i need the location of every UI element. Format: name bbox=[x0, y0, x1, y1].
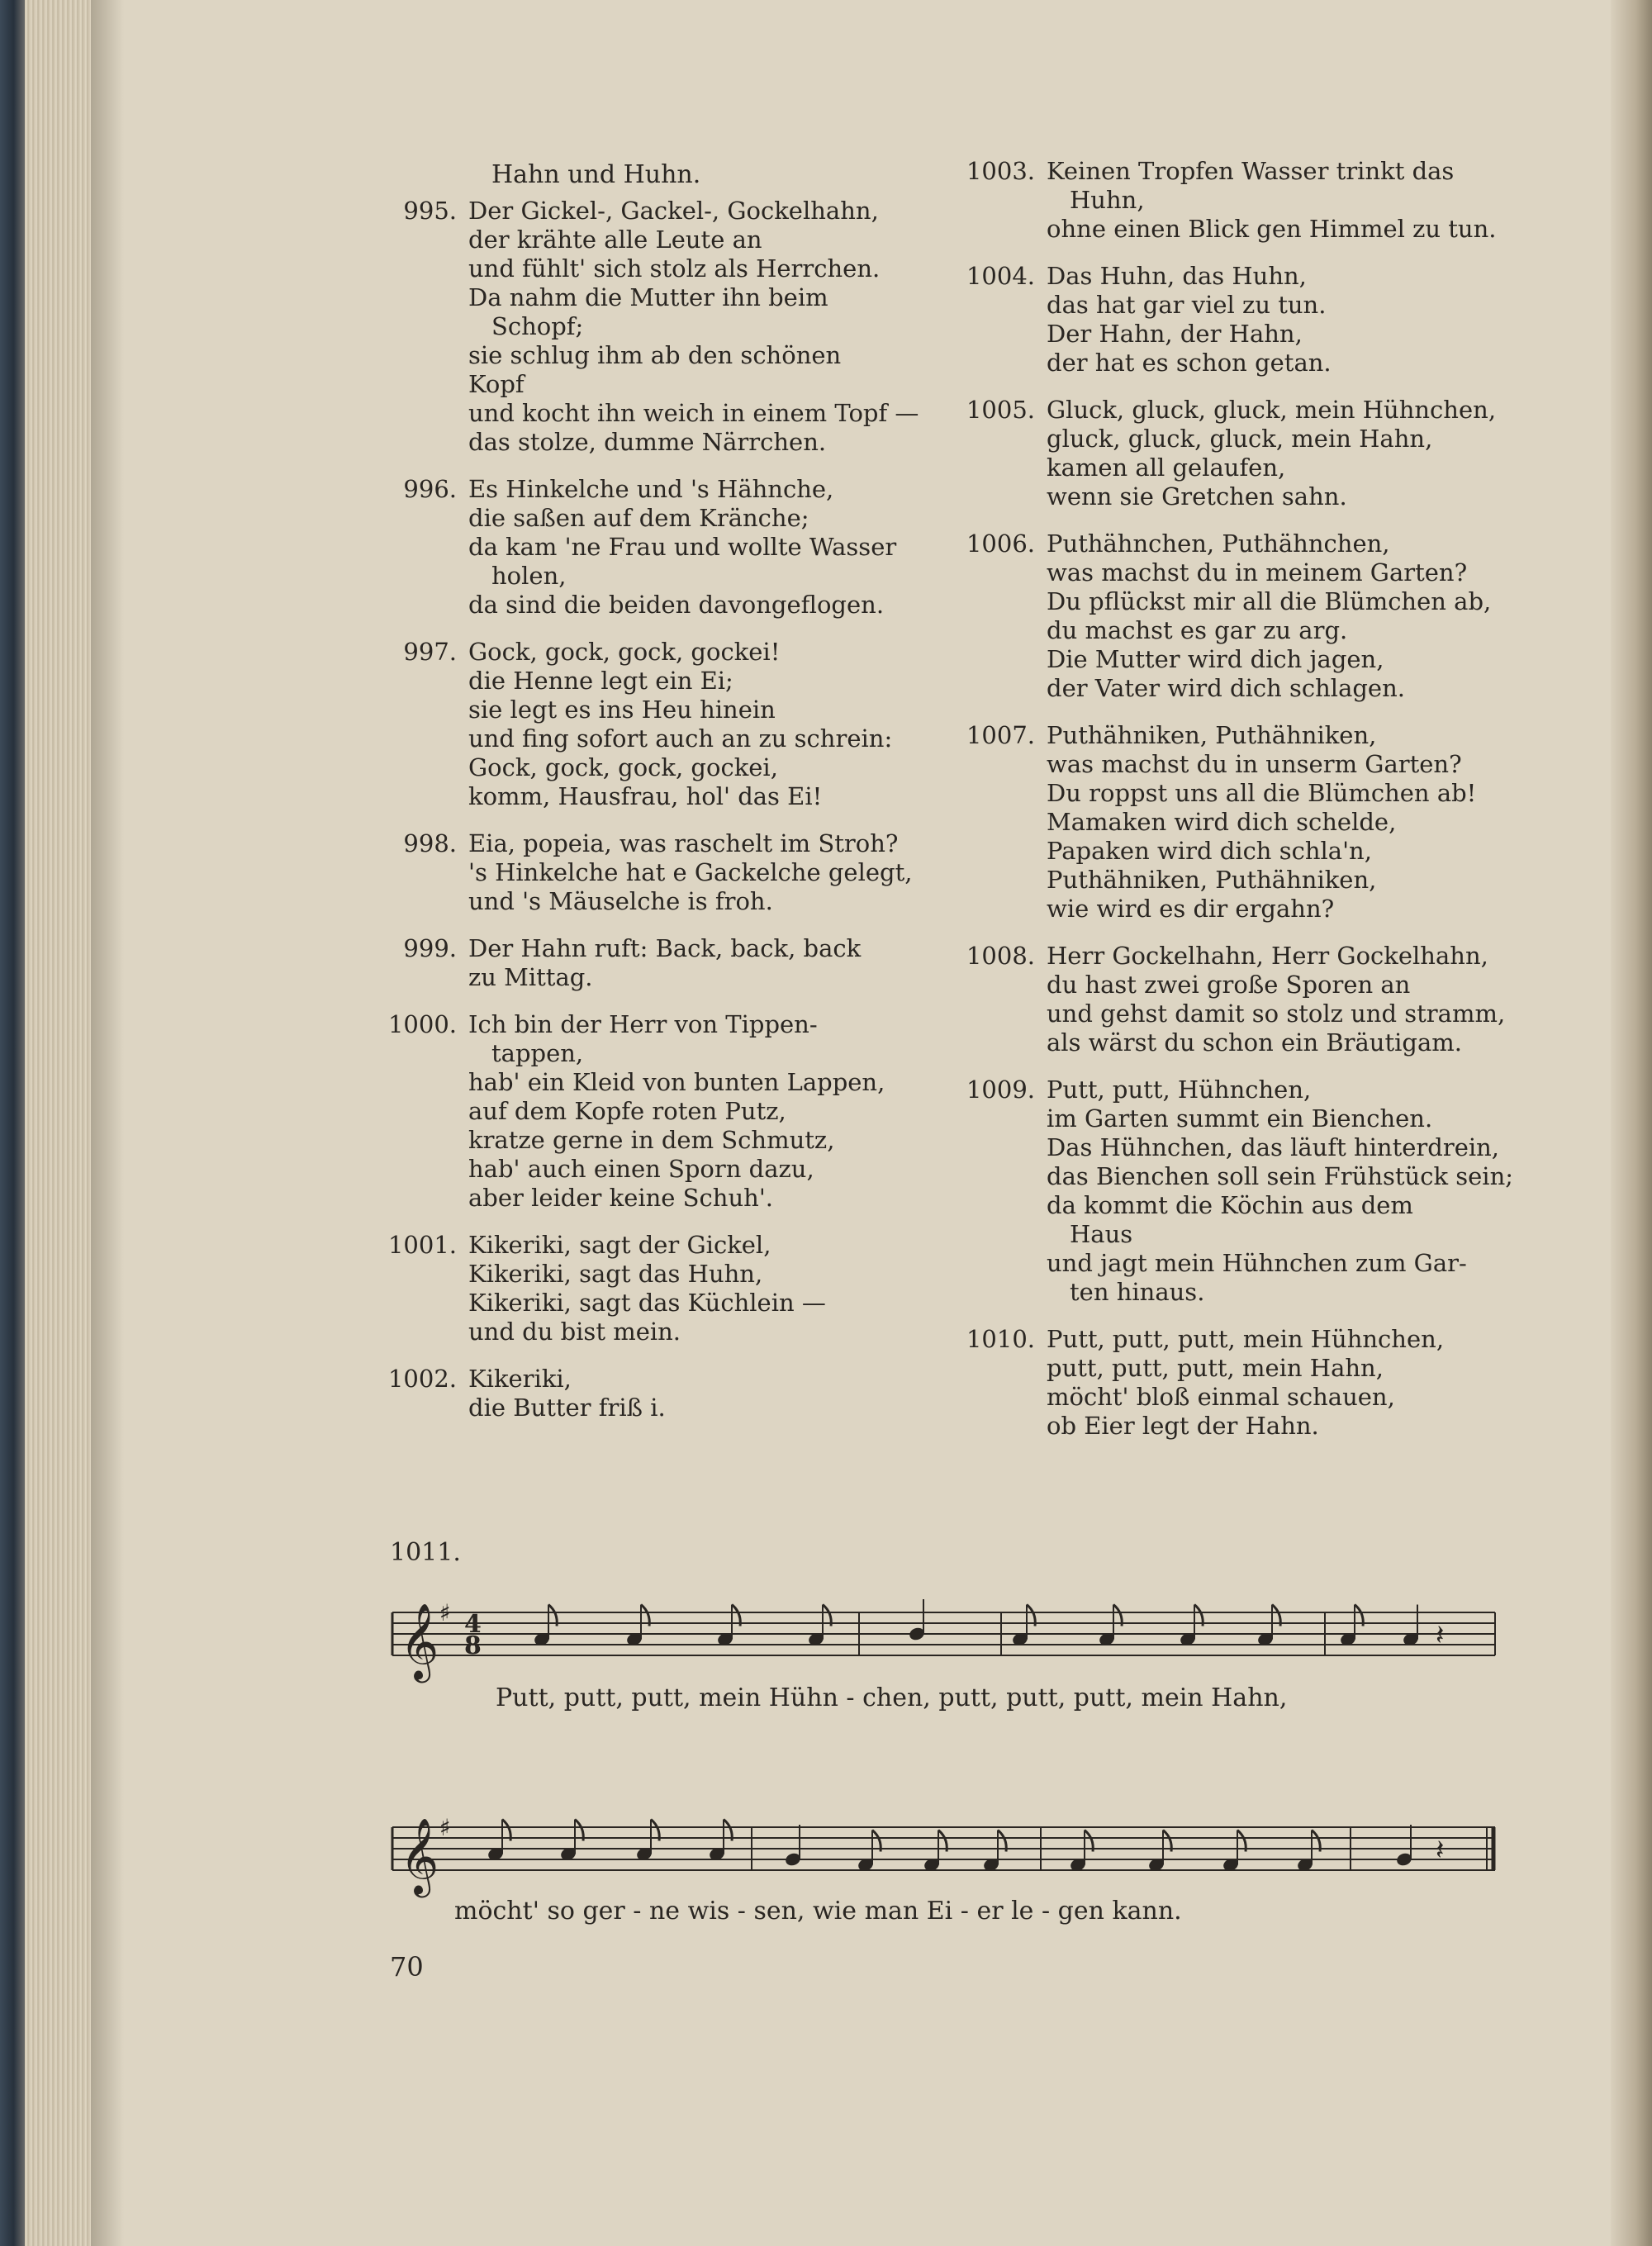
verse-line: putt, putt, putt, mein Hahn, bbox=[1047, 1354, 1384, 1382]
verse-line: holen, bbox=[491, 562, 567, 590]
verse-lines bbox=[1047, 157, 1507, 244]
verse-line: hab' auch einen Sporn dazu, bbox=[468, 1155, 814, 1183]
verse-line: Herr Gockelhahn, Herr Gockelhahn, bbox=[1047, 942, 1488, 970]
verse-lines bbox=[468, 1365, 1012, 1422]
verse-line: Gock, gock, gock, gockei, bbox=[468, 753, 778, 781]
verse-line: Du pflückst mir all die Blümchen ab, bbox=[1047, 587, 1492, 615]
verse bbox=[962, 157, 1507, 244]
verse-line: Eia, popeia, was raschelt im Stroh? bbox=[468, 829, 899, 857]
verse-line: und kocht ihn weich in einem Topf — bbox=[468, 399, 919, 427]
verse-line: Kopf bbox=[468, 370, 525, 398]
verse-line: Die Mutter wird dich jagen, bbox=[1047, 645, 1384, 673]
verse bbox=[962, 942, 1507, 1057]
verse-line: als wärst du schon ein Bräutigam. bbox=[1047, 1028, 1462, 1057]
right-column bbox=[962, 157, 1514, 1459]
verse-line: zu Mittag. bbox=[468, 963, 593, 991]
verse-number: 1008. bbox=[966, 942, 1035, 970]
book-binding bbox=[0, 0, 25, 2246]
verse-line: du hast zwei große Sporen an bbox=[1047, 971, 1411, 999]
verse bbox=[962, 1076, 1514, 1307]
verse-line: Es Hinkelche und 's Hähnche, bbox=[468, 475, 834, 503]
verse bbox=[962, 262, 1507, 377]
verse-line: möcht' bloß einmal schauen, bbox=[1047, 1383, 1395, 1411]
verse bbox=[384, 638, 1012, 811]
verse bbox=[384, 1010, 1012, 1213]
verse-line: und 's Mäuselche is froh. bbox=[468, 887, 773, 915]
verse-number: 1004. bbox=[966, 262, 1035, 290]
verse-line: Schopf; bbox=[491, 312, 584, 340]
staff-1-notation bbox=[388, 1594, 1499, 1693]
verse-line: Der Gickel-, Gackel-, Gockelhahn, bbox=[468, 197, 879, 225]
verse-line: Du roppst uns all die Blümchen ab! bbox=[1047, 779, 1477, 807]
verse-line: da sind die beiden davongeflogen. bbox=[468, 591, 885, 619]
verse-line: hab' ein Kleid von bunten Lappen, bbox=[468, 1068, 885, 1096]
song-number: 1011. bbox=[390, 1538, 461, 1567]
key-signature-sharp: ♯ bbox=[439, 1599, 451, 1626]
verse-line: Der Hahn ruft: Back, back, back bbox=[468, 934, 862, 962]
verse-line: und gehst damit so stolz und stramm, bbox=[1047, 1000, 1506, 1028]
verse bbox=[384, 475, 1012, 620]
verse-line: und du bist mein. bbox=[468, 1318, 681, 1346]
verse-line: Kikeriki, sagt das Huhn, bbox=[468, 1260, 763, 1288]
verse-lines bbox=[468, 829, 1012, 916]
verse-line: gluck, gluck, gluck, mein Hahn, bbox=[1047, 425, 1433, 453]
verse-lines bbox=[1047, 1076, 1513, 1307]
verse-line: Papaken wird dich schla'n, bbox=[1047, 837, 1372, 865]
verse-lines bbox=[468, 475, 1012, 620]
verse-line: der krähte alle Leute an bbox=[468, 226, 762, 254]
verse-line: tappen, bbox=[491, 1039, 584, 1067]
verse-line: Keinen Tropfen Wasser trinkt das bbox=[1047, 157, 1455, 185]
verse bbox=[384, 934, 1012, 992]
verse-lines bbox=[468, 1231, 1012, 1346]
verse-line: 's Hinkelche hat e Gackelche gelegt, bbox=[468, 858, 913, 886]
verse-number: 1007. bbox=[966, 721, 1035, 749]
time-signature-top: 4 bbox=[464, 1610, 482, 1639]
verse-line: Das Hühnchen, das läuft hinterdrein, bbox=[1047, 1133, 1500, 1161]
verse-line: sie schlug ihm ab den schönen bbox=[468, 341, 842, 369]
verse-lines bbox=[1047, 1325, 1507, 1441]
verse-lines bbox=[1047, 721, 1507, 924]
verse-line: und fing sofort auch an zu schrein: bbox=[468, 724, 893, 753]
verse-line: das Bienchen soll sein Frühstück sein; bbox=[1047, 1162, 1514, 1190]
verse-lines bbox=[468, 1010, 1012, 1213]
verse-line: wie wird es dir ergahn? bbox=[1047, 895, 1335, 923]
verse-line: Der Hahn, der Hahn, bbox=[1047, 320, 1303, 348]
verse-line: ob Eier legt der Hahn. bbox=[1047, 1412, 1319, 1440]
verse-line: und jagt mein Hühnchen zum Gar- bbox=[1047, 1249, 1467, 1277]
verse-line: die Henne legt ein Ei; bbox=[468, 667, 733, 695]
staff-2-notation bbox=[388, 1809, 1499, 1908]
verse-line: Kikeriki, sagt der Gickel, bbox=[468, 1231, 771, 1259]
treble-clef: 𝄞 bbox=[400, 1603, 439, 1679]
left-column bbox=[384, 157, 1012, 1441]
verse-line: Haus bbox=[1070, 1220, 1133, 1248]
verse-line: die Butter friß i. bbox=[468, 1394, 666, 1422]
verse-line: Mamaken wird dich schelde, bbox=[1047, 808, 1397, 836]
verse-number: 1005. bbox=[966, 396, 1035, 424]
verse-line: Ich bin der Herr von Tippen- bbox=[468, 1010, 818, 1038]
verse-line: ohne einen Blick gen Himmel zu tun. bbox=[1047, 215, 1497, 243]
verse-line: Puthähnchen, Puthähnchen, bbox=[1047, 529, 1390, 558]
right-verse-list bbox=[962, 157, 1514, 1441]
verse-line: was machst du in unserm Garten? bbox=[1047, 750, 1462, 778]
key-signature-sharp: ♯ bbox=[439, 1814, 451, 1841]
verse bbox=[962, 1325, 1507, 1441]
left-verse-list bbox=[384, 197, 1012, 1422]
treble-clef: 𝄞 bbox=[400, 1817, 439, 1894]
verse-line: das stolze, dumme Närrchen. bbox=[468, 428, 827, 456]
verse-line: Das Huhn, das Huhn, bbox=[1047, 262, 1307, 290]
verse-line: Huhn, bbox=[1070, 186, 1145, 214]
verse bbox=[384, 1365, 1012, 1422]
verse-number: 998. bbox=[403, 829, 457, 857]
verse-line: kratze gerne in dem Schmutz, bbox=[468, 1126, 835, 1154]
page-gutter-shadow bbox=[91, 0, 124, 2246]
verse bbox=[384, 829, 1012, 916]
verse-line: der Vater wird dich schlagen. bbox=[1047, 674, 1405, 702]
verse-line: im Garten summt ein Bienchen. bbox=[1047, 1104, 1433, 1132]
song-lyrics-line-1: Putt, putt, putt, mein Hühn - chen, putt, putt, putt, mein Hahn, bbox=[496, 1683, 1288, 1712]
verse-line: ten hinaus. bbox=[1070, 1278, 1205, 1306]
verse-line: die saßen auf dem Kränche; bbox=[468, 504, 809, 532]
verse-line: Kikeriki, bbox=[468, 1365, 572, 1393]
verse-line: Puthähniken, Puthähniken, bbox=[1047, 721, 1377, 749]
verse-line: sie legt es ins Heu hinein bbox=[468, 696, 776, 724]
verse bbox=[384, 1231, 1012, 1346]
verse-lines bbox=[1047, 262, 1507, 377]
verse-line: das hat gar viel zu tun. bbox=[1047, 291, 1327, 319]
verse-line: Kikeriki, sagt das Küchlein — bbox=[468, 1289, 826, 1317]
verse-line: Putt, putt, Hühnchen, bbox=[1047, 1076, 1312, 1104]
verse-line: Da nahm die Mutter ihn beim bbox=[468, 283, 828, 311]
verse bbox=[384, 197, 1012, 457]
verse-number: 999. bbox=[403, 934, 457, 962]
verse-line: Gock, gock, gock, gockei! bbox=[468, 638, 781, 666]
page-number: 70 bbox=[390, 1951, 424, 1982]
page-edges-right bbox=[1611, 0, 1652, 2246]
verse-line: was machst du in meinem Garten? bbox=[1047, 558, 1468, 586]
verse-number: 1009. bbox=[966, 1076, 1035, 1104]
song-lyrics-line-2: möcht' so ger - ne wis - sen, wie man Ei - er le - gen kann. bbox=[454, 1897, 1182, 1925]
verse-number: 995. bbox=[403, 197, 457, 225]
verse-number: 1003. bbox=[966, 157, 1035, 185]
music-staff-1 bbox=[388, 1594, 1499, 1697]
verse-line: kamen all gelaufen, bbox=[1047, 453, 1286, 482]
verse-lines bbox=[468, 197, 1012, 457]
verse-number: 997. bbox=[403, 638, 457, 666]
verse-number: 1006. bbox=[966, 529, 1035, 558]
verse-lines bbox=[1047, 942, 1507, 1057]
section-title: Hahn und Huhn. bbox=[491, 160, 701, 189]
verse-line: auf dem Kopfe roten Putz, bbox=[468, 1097, 786, 1125]
verse-lines bbox=[1047, 529, 1507, 703]
verse-number: 1002. bbox=[387, 1365, 457, 1393]
page-edges bbox=[25, 0, 91, 2246]
verse-line: Putt, putt, putt, mein Hühnchen, bbox=[1047, 1325, 1445, 1353]
verse-number: 1001. bbox=[387, 1231, 457, 1259]
verse-lines bbox=[468, 934, 1012, 992]
time-signature-bottom: 8 bbox=[464, 1631, 482, 1660]
verse-line: da kommt die Köchin aus dem bbox=[1047, 1191, 1413, 1219]
verse-number: 1000. bbox=[387, 1010, 457, 1038]
verse-number: 996. bbox=[403, 475, 457, 503]
verse-line: und fühlt' sich stolz als Herrchen. bbox=[468, 254, 881, 283]
verse bbox=[962, 396, 1507, 511]
verse bbox=[962, 529, 1507, 703]
quarter-rest: 𝄽 bbox=[1436, 1619, 1445, 1652]
verse-line: Gluck, gluck, gluck, mein Hühnchen, bbox=[1047, 396, 1497, 424]
verse-line: du machst es gar zu arg. bbox=[1047, 616, 1348, 644]
verse-line: komm, Hausfrau, hol' das Ei! bbox=[468, 782, 823, 810]
quarter-rest: 𝄽 bbox=[1436, 1834, 1445, 1867]
verse-line: der hat es schon getan. bbox=[1047, 349, 1332, 377]
verse-line: aber leider keine Schuh'. bbox=[468, 1184, 774, 1212]
verse-line: da kam 'ne Frau und wollte Wasser bbox=[468, 533, 897, 561]
verse bbox=[962, 721, 1507, 924]
verse-lines bbox=[468, 638, 1012, 811]
verse-line: Puthähniken, Puthähniken, bbox=[1047, 866, 1377, 894]
verse-lines bbox=[1047, 396, 1507, 511]
verse-line: wenn sie Gretchen sahn. bbox=[1047, 482, 1347, 510]
verse-number: 1010. bbox=[966, 1325, 1035, 1353]
